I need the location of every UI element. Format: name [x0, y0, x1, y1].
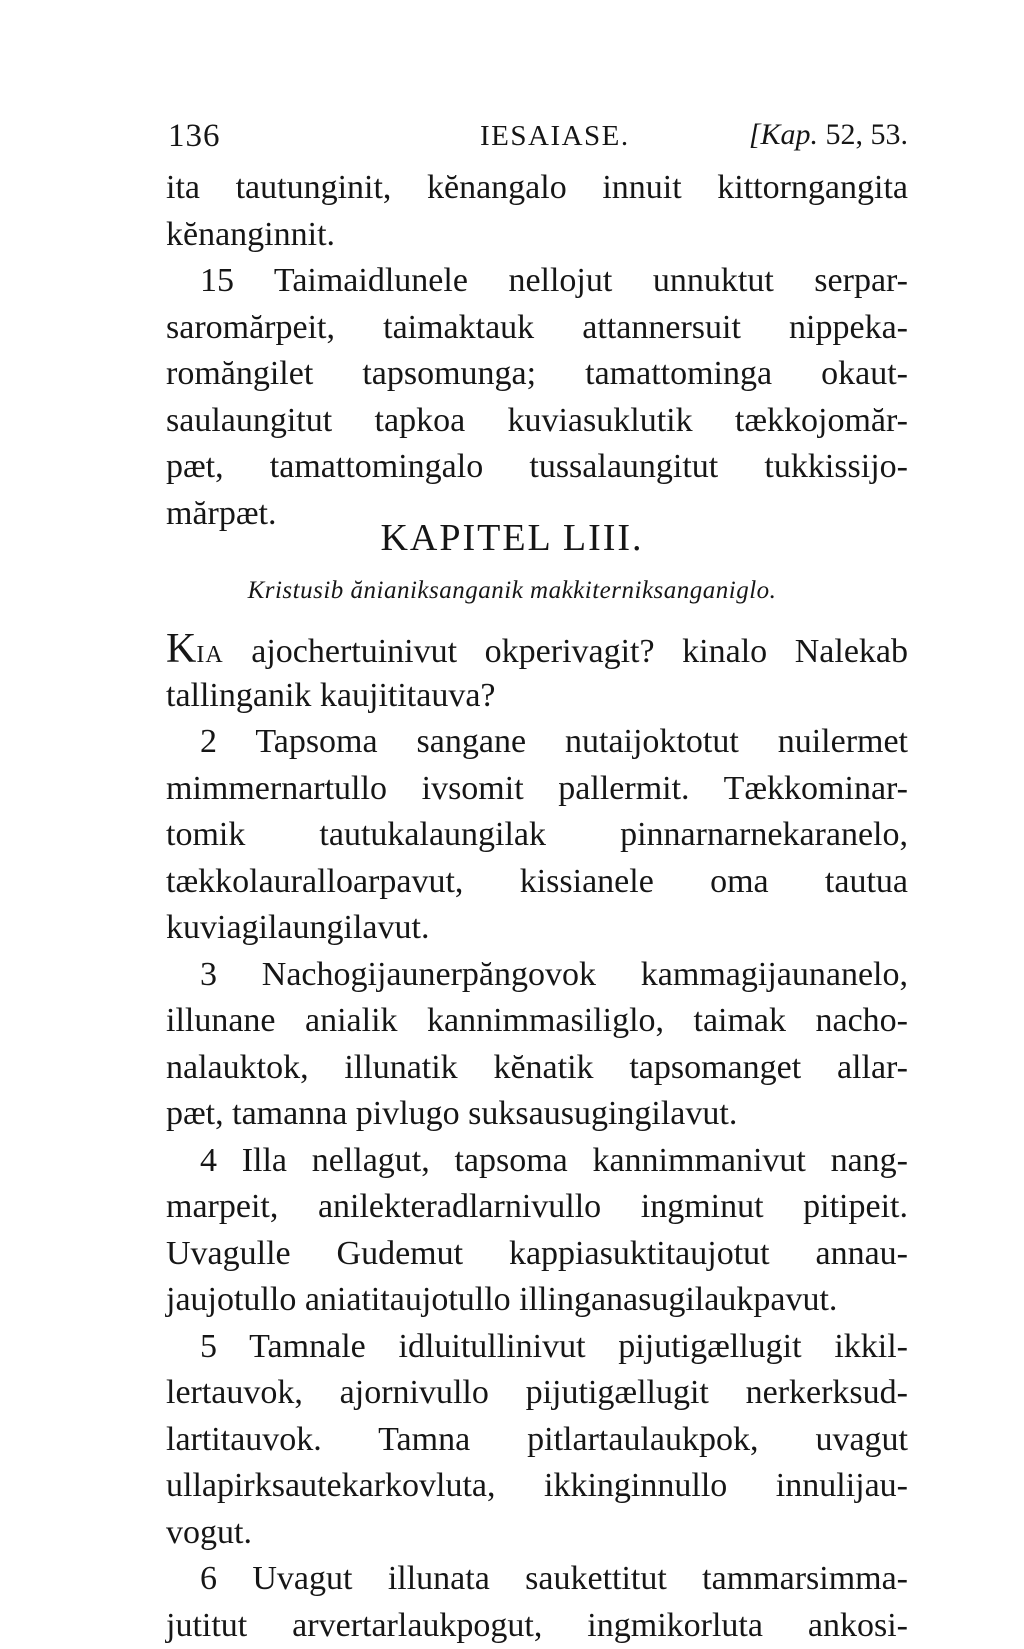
- text-line: mimmernartullo ivsomit pallermit. Tækkominar-: [166, 766, 908, 813]
- initial-letter: K: [166, 626, 196, 672]
- text-line: illunane anialik kannimmasiliglo, taimak nacho-: [166, 998, 908, 1045]
- chapter-reference-numbers: 52, 53.: [818, 118, 908, 151]
- text-line: tækkolauralloarpavut, kissianele oma tautua: [166, 859, 908, 906]
- running-title: IESAIASE.: [480, 120, 630, 153]
- text-block-verse-14-15: [166, 165, 908, 537]
- text-line: jaujotullo aniatitaujotullo illinganasugilaukpavut.: [166, 1277, 908, 1324]
- chapter-title: KAPITEL LIII.: [0, 516, 1024, 560]
- text-line-first: [166, 626, 908, 673]
- text-line: Uvagulle Gudemut kappiasuktitaujotut annau-: [166, 1231, 908, 1278]
- text-line: saromărpeit, taimaktauk attannersuit nippeka-: [166, 305, 908, 352]
- chapter-reference: [749, 118, 908, 152]
- page-header: [168, 118, 908, 162]
- text-line: ita tautunginit, kĕnangalo innuit kittorngangita: [166, 165, 908, 212]
- text-line: jutitut arvertarlaukpogut, ingmikorluta ankosi-: [166, 1603, 908, 1649]
- text-line: 4 Illa nellagut, tapsoma kannimmanivut nang-: [166, 1138, 908, 1185]
- text-line: vogut.: [166, 1510, 908, 1557]
- text-line: pæt, tamanna pivlugo suksausugingilavut.: [166, 1091, 908, 1138]
- text-line: mărpæt.: [166, 491, 908, 538]
- initial-smallcaps: IA: [196, 642, 223, 668]
- text-line: romăngilet tapsomunga; tamattominga okaut-: [166, 351, 908, 398]
- text-line: 2 Tapsoma sangane nutaijoktotut nuilermet: [166, 719, 908, 766]
- text-line: kuviagilaungilavut.: [166, 905, 908, 952]
- text-line: lartitauvok. Tamna pitlartaulaukpok, uvagut: [166, 1417, 908, 1464]
- text-line: lertauvok, ajornivullo pijutigællugit nerkerksud-: [166, 1370, 908, 1417]
- text-line: tallinganik kaujititauva?: [166, 673, 908, 720]
- text-block-chapter-53: [166, 626, 908, 1649]
- text-line: tomik tautukalaungilak pinnarnarnekaranelo,: [166, 812, 908, 859]
- text-line: kĕnanginnit.: [166, 212, 908, 259]
- chapter-reference-kap: [Kap.: [749, 118, 818, 151]
- text-line: 6 Uvagut illunata saukettitut tammarsimma-: [166, 1556, 908, 1603]
- text-line: 3 Nachogijaunerpăngovok kammagijaunanelo,: [166, 952, 908, 999]
- text-line: marpeit, anilekteradlarnivullo ingminut pitipeit.: [166, 1184, 908, 1231]
- text-line: saulaungitut tapkoa kuviasuklutik tækkojomăr-: [166, 398, 908, 445]
- text-line: 15 Taimaidlunele nellojut unnuktut serpar-: [166, 258, 908, 305]
- text-line: 5 Tamnale idluitullinivut pijutigællugit ikkil-: [166, 1324, 908, 1371]
- text-line: pæt, tamattomingalo tussalaungitut tukkissijo-: [166, 444, 908, 491]
- first-line-text: ajochertuinivut okperivagit? kinalo Nalekab: [224, 633, 908, 670]
- text-line: ullapirksautekarkovluta, ikkinginnullo innulijau-: [166, 1463, 908, 1510]
- page-number: 136: [168, 118, 221, 155]
- text-line: nalauktok, illunatik kĕnatik tapsomanget allar-: [166, 1045, 908, 1092]
- chapter-subtitle: Kristusib ănianiksanganik makkiterniksanganiglo.: [0, 577, 1024, 605]
